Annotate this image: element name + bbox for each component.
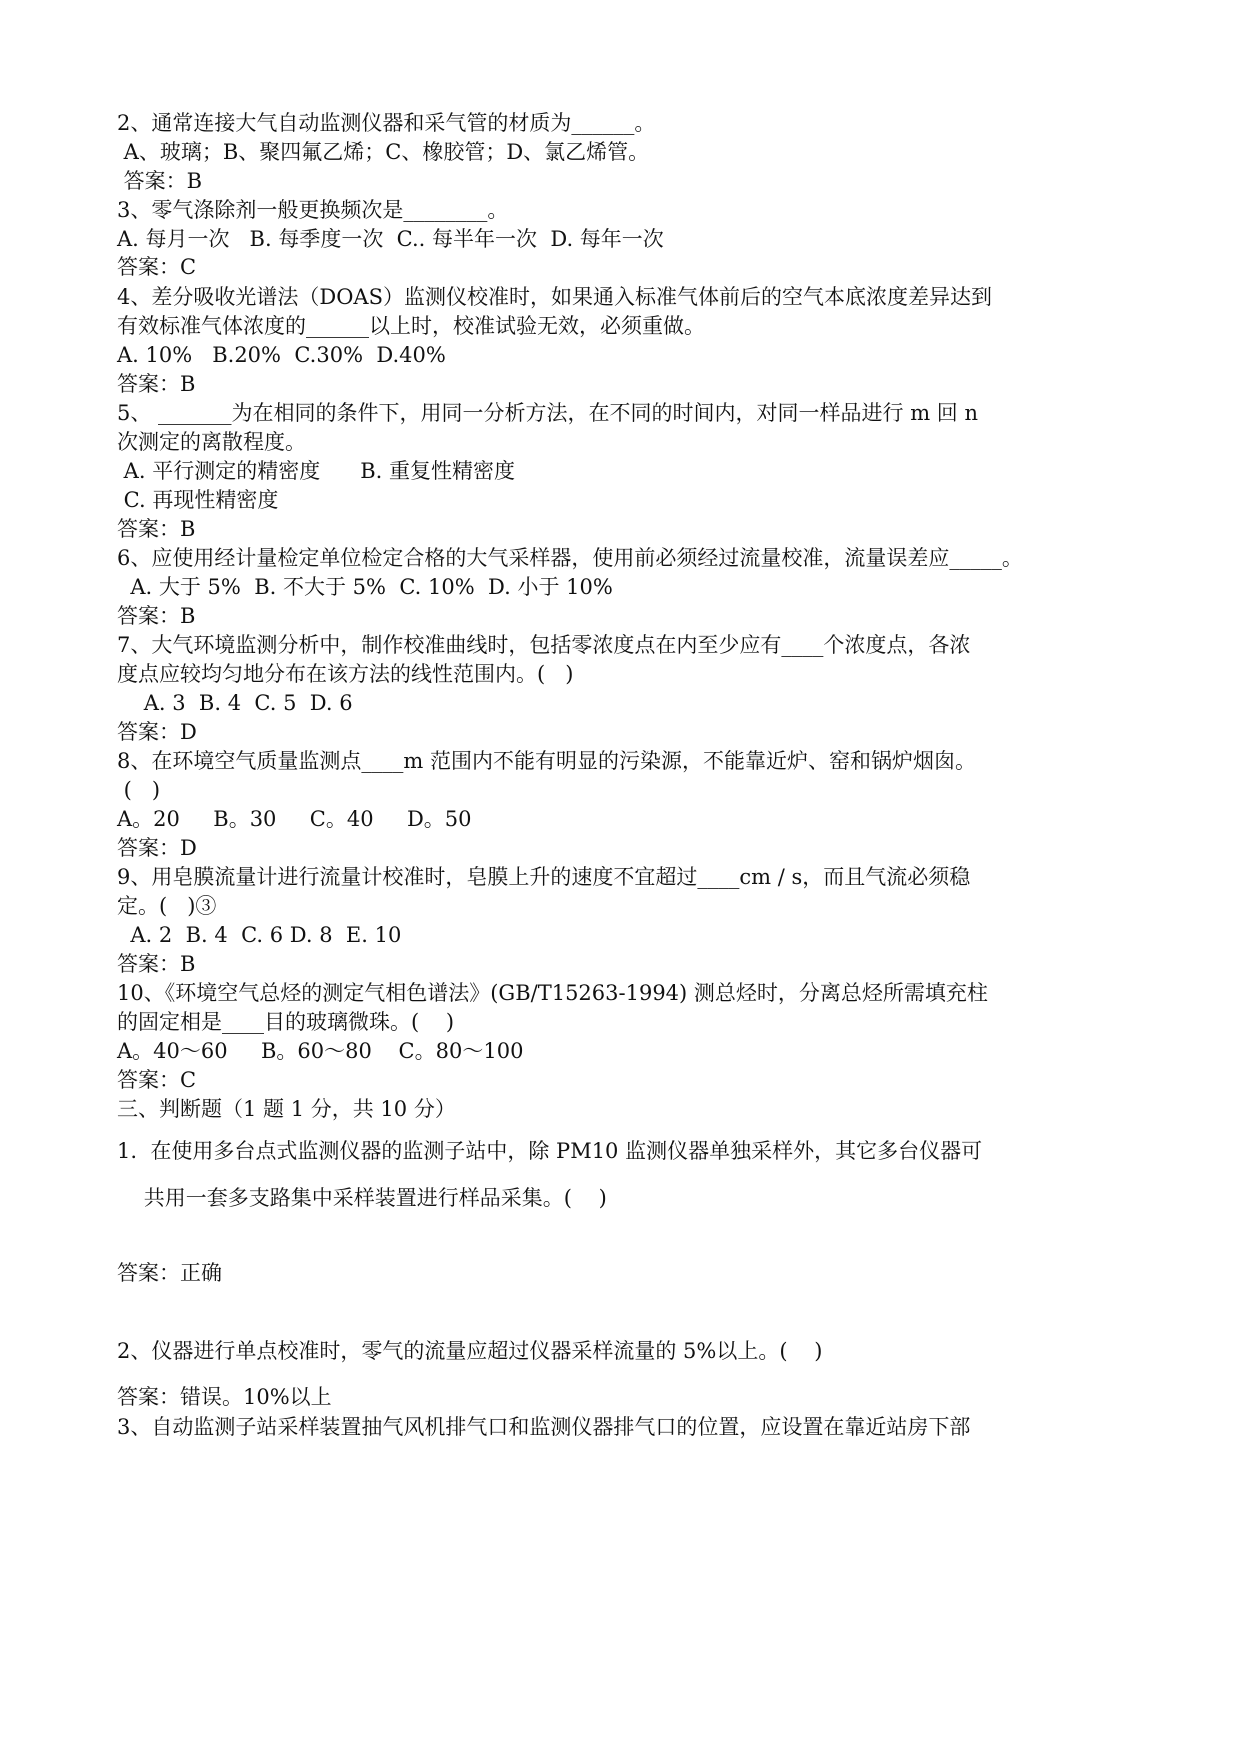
q8-answer: 答案：D bbox=[117, 836, 197, 860]
q5-options-2: C. 再现性精密度 bbox=[117, 488, 279, 512]
q9-answer: 答案：B bbox=[117, 952, 196, 976]
q5-options-1: A. 平行测定的精密度 B. 重复性精密度 bbox=[117, 459, 516, 483]
tf3-stem: 3、自动监测子站采样装置抽气风机排气口和监测仪器排气口的位置，应设置在靠近站房下部 bbox=[117, 1415, 971, 1439]
q2-answer: 答案：B bbox=[117, 169, 203, 193]
q7-stem-2: 度点应较均匀地分布在该方法的线性范围内。( ) bbox=[117, 662, 574, 686]
section-heading-true-false: 三、判断题（1 题 1 分，共 10 分） bbox=[117, 1097, 456, 1121]
q7-stem-1: 7、大气环境监测分析中，制作校准曲线时，包括零浓度点在内至少应有____个浓度点，各浓 bbox=[117, 633, 971, 657]
q6-options: A. 大于 5% B. 不大于 5% C. 10% D. 小于 10% bbox=[117, 575, 613, 599]
q4-options: A. 10% B.20% C.30% D.40% bbox=[117, 343, 446, 367]
q5-stem-2: 次测定的离散程度。 bbox=[117, 430, 306, 454]
q3-answer: 答案：C bbox=[117, 255, 197, 279]
q9-options: A. 2 B. 4 C. 6 D. 8 E. 10 bbox=[117, 923, 402, 947]
q3-options: A. 每月一次 B. 每季度一次 C.. 每半年一次 D. 每年一次 bbox=[117, 227, 664, 251]
q7-options: A. 3 B. 4 C. 5 D. 6 bbox=[117, 691, 353, 715]
q9-stem-2: 定。( )③ bbox=[117, 894, 217, 918]
q7-answer: 答案：D bbox=[117, 720, 197, 744]
q5-answer: 答案：B bbox=[117, 517, 196, 541]
q8-options: A。20 B。30 C。40 D。50 bbox=[117, 807, 472, 831]
q10-stem-1: 10、《环境空气总烃的测定气相色谱法》(GB/T15263-1994) 测总烃时，分离总烃所需填充柱 bbox=[117, 981, 988, 1005]
q2-stem: 2、通常连接大气自动监测仪器和采气管的材质为______。 bbox=[117, 111, 656, 135]
q10-stem-2: 的固定相是____目的玻璃微珠。( ) bbox=[117, 1010, 455, 1034]
tf1-stem-2: 共用一套多支路集中采样装置进行样品采集。( ) bbox=[117, 1186, 607, 1210]
q2-options: A、玻璃；B、聚四氟乙烯；C、橡胶管；D、氯乙烯管。 bbox=[117, 140, 650, 164]
q3-stem: 3、零气涤除剂一般更换频次是________。 bbox=[117, 198, 509, 222]
q9-stem-1: 9、用皂膜流量计进行流量计校准时，皂膜上升的速度不宜超过____cm / s，而且气流必须稳 bbox=[117, 865, 971, 889]
tf2-stem: 2、仪器进行单点校准时，零气的流量应超过仪器采样流量的 5%以上。( ) bbox=[117, 1339, 823, 1363]
q8-stem-1: 8、在环境空气质量监测点____m 范围内不能有明显的污染源，不能靠近炉、窑和锅炉烟囱。 bbox=[117, 749, 976, 773]
q10-answer: 答案：C bbox=[117, 1068, 197, 1092]
tf1-stem-1: 1. 在使用多台点式监测仪器的监测子站中，除 PM10 监测仪器单独采样外，其它多台仪器可 bbox=[117, 1139, 983, 1163]
q4-stem-1: 4、差分吸收光谱法（DOAS）监测仪校准时，如果通入标准气体前后的空气本底浓度差异达到 bbox=[117, 285, 992, 309]
tf1-answer: 答案：正确 bbox=[117, 1261, 222, 1285]
q6-stem: 6、应使用经计量检定单位检定合格的大气采样器，使用前必须经过流量校准，流量误差应_____。 bbox=[117, 546, 1023, 570]
q10-options: A。40～60 B。60～80 C。80～100 bbox=[117, 1039, 524, 1063]
q6-answer: 答案：B bbox=[117, 604, 196, 628]
q8-stem-2: ( ) bbox=[117, 778, 161, 802]
q4-stem-2: 有效标准气体浓度的______以上时，校准试验无效，必须重做。 bbox=[117, 314, 705, 338]
q4-answer: 答案：B bbox=[117, 372, 196, 396]
q5-stem-1: 5、 _______为在相同的条件下，用同一分析方法，在不同的时间内，对同一样品进行 m 回 n bbox=[117, 401, 978, 425]
tf2-answer: 答案：错误。10%以上 bbox=[117, 1385, 332, 1409]
